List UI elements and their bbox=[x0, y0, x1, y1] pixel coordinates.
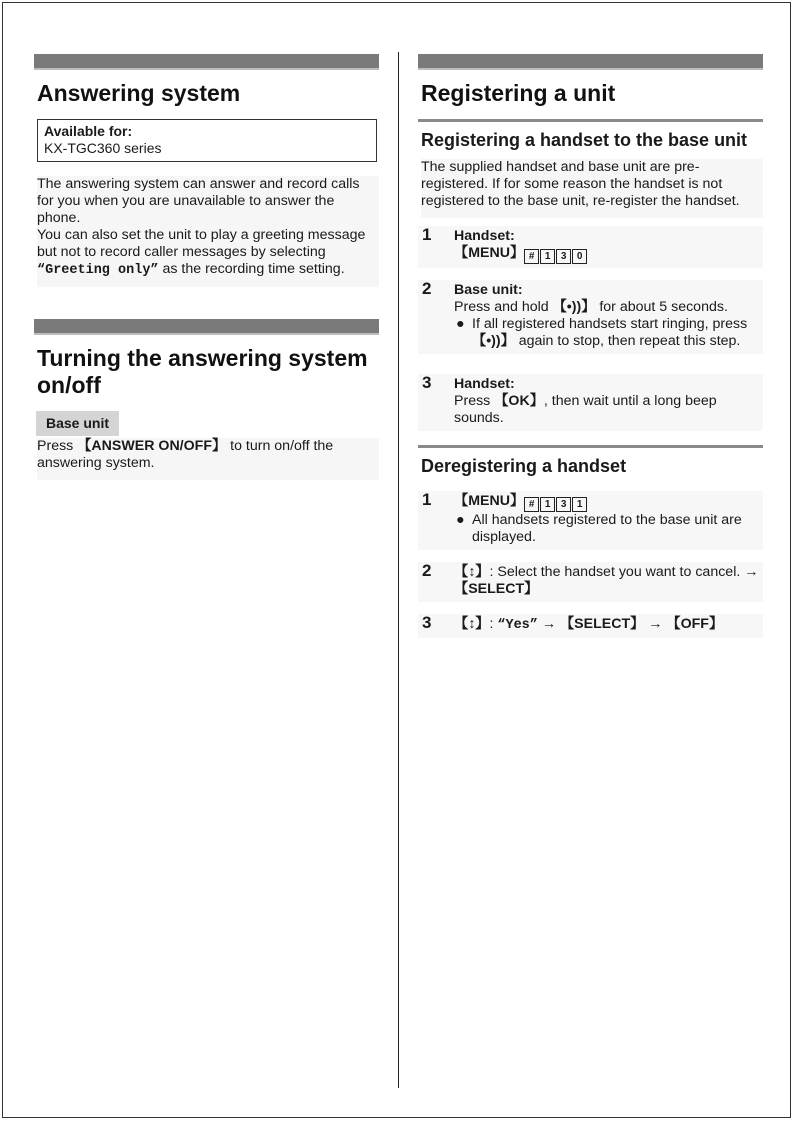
column-divider bbox=[398, 52, 399, 1088]
turning-description: Press 【ANSWER ON/OFF】 to turn on/off the answering system. bbox=[37, 438, 379, 480]
hash-key: # bbox=[524, 497, 539, 512]
digit-key: 1 bbox=[572, 497, 587, 512]
dereg-step-1: 1 【MENU】 # 1 3 1 ● All handsets registered to the base unit are displayed. bbox=[418, 491, 763, 550]
yes-code: “Yes” bbox=[497, 618, 538, 633]
greeting-only-code: “Greeting only” bbox=[37, 263, 159, 278]
menu-key: 【MENU】 bbox=[454, 493, 525, 509]
base-unit-badge: Base unit bbox=[36, 411, 119, 436]
answering-description bbox=[37, 176, 379, 287]
digit-key: 1 bbox=[540, 497, 555, 512]
nav-key: 【↕】 bbox=[454, 564, 490, 580]
digit-key: 1 bbox=[540, 249, 555, 264]
left-column bbox=[34, 54, 379, 480]
subsection-bar bbox=[418, 445, 763, 448]
answering-para-1: The answering system can answer and record calls for you when you are unavailable to answer the phone. bbox=[37, 176, 360, 226]
right-column bbox=[418, 54, 763, 650]
registering-unit-title: Registering a unit bbox=[421, 80, 616, 106]
menu-key: 【MENU】 bbox=[454, 245, 525, 261]
digit-key: 3 bbox=[556, 497, 571, 512]
subsection-bar bbox=[418, 119, 763, 122]
hash-key: # bbox=[524, 249, 539, 264]
dereg-step-2: 2 【↕】: Select the handset you want to cancel. → 【SELECT】 bbox=[418, 562, 763, 602]
section-bar bbox=[34, 54, 379, 70]
off-key: 【OFF】 bbox=[666, 616, 724, 632]
select-key: 【SELECT】 bbox=[454, 581, 539, 597]
available-label: Available for: bbox=[44, 123, 133, 139]
registering-intro: The supplied handset and base unit are pre-registered. If for some reason the handset is not registered to the base unit, re-register the handset. bbox=[421, 159, 763, 218]
available-value: KX-TGC360 series bbox=[44, 140, 162, 156]
nav-key: 【↕】 bbox=[454, 616, 490, 632]
dereg-step-3: 3 【↕】: “Yes” → 【SELECT】 → 【OFF】 bbox=[418, 614, 763, 638]
step-head: Handset: bbox=[454, 376, 515, 392]
reg-step-3: 3 Handset: Press 【OK】, then wait until a long beep sounds. bbox=[418, 374, 763, 431]
answering-para-2: You can also set the unit to play a greeting message but not to record caller messages by selecting “Greeting only” as the recording time setting. bbox=[37, 227, 366, 278]
digit-key: 3 bbox=[556, 249, 571, 264]
answer-on-off-key: 【ANSWER ON/OFF】 bbox=[77, 438, 227, 454]
reg-step-1: 1 Handset: 【MENU】 # 1 3 0 bbox=[418, 226, 763, 268]
locator-key: 【•))】 bbox=[552, 299, 596, 315]
registering-handset-subtitle: Registering a handset to the base unit bbox=[421, 130, 748, 150]
availability-box bbox=[37, 119, 377, 162]
section-bar bbox=[418, 54, 763, 70]
digit-key: 0 bbox=[572, 249, 587, 264]
ok-key: 【OK】 bbox=[494, 393, 544, 409]
step-bullet: ● If all registered handsets start ringing, press 【•))】 again to stop, then repeat this step. bbox=[456, 316, 748, 349]
reg-step-2: 2 Base unit: Press and hold 【•))】 for about 5 seconds. ● If all registered handsets start ringing, press 【•))】 again to stop, then repeat this step. bbox=[418, 280, 763, 354]
step-bullet: ● All handsets registered to the base unit are displayed. bbox=[456, 512, 742, 545]
step-head: Base unit: bbox=[454, 282, 523, 298]
locator-key: 【•))】 bbox=[472, 333, 515, 349]
select-key: 【SELECT】 bbox=[559, 616, 645, 632]
section-bar bbox=[34, 319, 379, 335]
deregistering-subtitle: Deregistering a handset bbox=[421, 456, 627, 476]
step-head: Handset: bbox=[454, 228, 515, 244]
answering-system-title: Answering system bbox=[37, 80, 241, 106]
turning-system-title: Turning the answering system on/off bbox=[37, 345, 368, 398]
